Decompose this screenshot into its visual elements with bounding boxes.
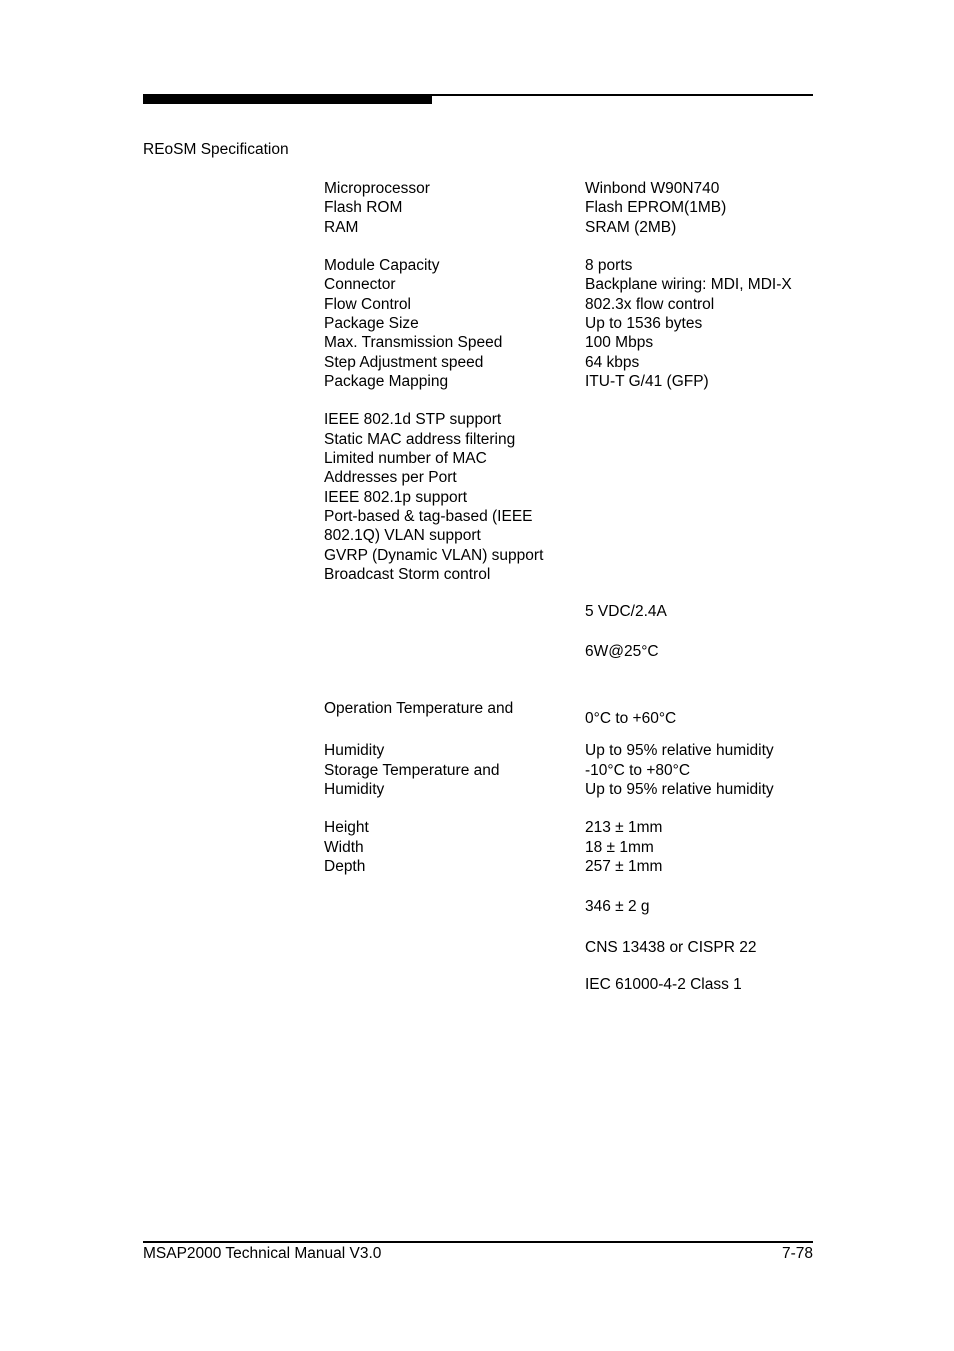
spec-row xyxy=(324,741,884,760)
spec-label: Humidity xyxy=(324,780,385,798)
spec-value: Winbond W90N740 xyxy=(585,180,720,197)
section-title: REoSM Specification xyxy=(143,141,289,158)
spec-value: ITU-T G/41 (GFP) xyxy=(585,372,709,390)
spec-label: Storage Temperature and xyxy=(324,761,500,779)
spec-value: 100 Mbps xyxy=(585,334,654,352)
spec-value: 213 ± 1mm xyxy=(585,819,663,837)
spec-label: RAM xyxy=(324,218,359,236)
spec-group-operation-temperature xyxy=(324,699,884,727)
spec-label: GVRP (Dynamic VLAN) support xyxy=(324,546,544,564)
spec-label: Flash ROM xyxy=(324,199,403,217)
footer-rule xyxy=(143,1241,813,1243)
spec-row xyxy=(324,468,884,487)
spec-value: 18 ± 1mm xyxy=(585,838,654,856)
spec-value: 346 ± 2 g xyxy=(585,898,650,916)
spec-label: IEEE 802.1p support xyxy=(324,488,468,506)
spec-value: Backplane wiring: MDI, MDI-X xyxy=(585,276,792,294)
spec-group-dimensions xyxy=(324,818,884,876)
spec-row xyxy=(324,275,884,294)
spec-row xyxy=(324,488,884,507)
spec-row xyxy=(324,938,884,957)
spec-value: Up to 1536 bytes xyxy=(585,314,703,332)
spec-label: Addresses per Port xyxy=(324,469,457,487)
header-bar xyxy=(143,96,432,104)
spec-value: -10°C to +80°C xyxy=(585,761,691,779)
spec-table xyxy=(324,179,884,994)
spec-row xyxy=(324,507,884,526)
spec-row xyxy=(324,449,884,468)
spec-group-consumption xyxy=(324,642,884,661)
spec-row xyxy=(324,526,884,545)
spec-value: 0°C to +60°C xyxy=(585,709,677,727)
spec-row xyxy=(324,546,884,565)
spec-value: CNS 13438 or CISPR 22 xyxy=(585,938,757,956)
spec-row xyxy=(324,699,884,727)
spec-group-interface xyxy=(324,256,884,391)
spec-row xyxy=(324,642,884,661)
spec-row xyxy=(324,818,884,837)
spec-row xyxy=(324,218,884,237)
spec-value: Up to 95% relative humidity xyxy=(585,780,774,798)
spec-label: Width xyxy=(324,838,364,856)
spec-value: 5 VDC/2.4A xyxy=(585,603,667,621)
spec-label: Humidity xyxy=(324,742,385,760)
spec-group-humidity xyxy=(324,741,884,799)
footer-page-number: 7-78 xyxy=(781,1245,813,1262)
spec-label: Package Size xyxy=(324,314,419,332)
spec-label: Height xyxy=(324,819,369,837)
spec-label: Static MAC address filtering xyxy=(324,430,516,448)
spec-value: 257 ± 1mm xyxy=(585,857,663,875)
spec-label: Broadcast Storm control xyxy=(324,565,491,583)
spec-value: 6W@25°C xyxy=(585,642,659,660)
spec-row xyxy=(324,565,884,584)
spec-row xyxy=(324,838,884,857)
spec-value: SRAM (2MB) xyxy=(585,218,677,236)
spec-label: Connector xyxy=(324,276,396,294)
spec-value: 8 ports xyxy=(585,256,633,274)
spec-label: Depth xyxy=(324,857,366,875)
spec-label: Package Mapping xyxy=(324,372,449,390)
spec-row xyxy=(324,256,884,275)
spec-row xyxy=(324,295,884,314)
spec-group-weight xyxy=(324,897,884,916)
spec-label: Limited number of MAC xyxy=(324,449,487,467)
spec-value: IEC 61000-4-2 Class 1 xyxy=(585,975,742,993)
spec-group-esd xyxy=(324,975,884,994)
spec-row xyxy=(324,410,884,429)
spec-row xyxy=(324,897,884,916)
spec-label: Port-based & tag-based (IEEE xyxy=(324,507,533,525)
spec-label: IEEE 802.1d STP support xyxy=(324,411,502,429)
spec-label: 802.1Q) VLAN support xyxy=(324,527,481,545)
spec-group-power xyxy=(324,602,884,621)
spec-row xyxy=(324,430,884,449)
spec-row xyxy=(324,780,884,799)
footer-manual-title: MSAP2000 Technical Manual V3.0 xyxy=(143,1245,382,1262)
spec-row xyxy=(324,372,884,391)
spec-row xyxy=(324,975,884,994)
spec-label: Step Adjustment speed xyxy=(324,353,484,371)
spec-label: Microprocessor xyxy=(324,180,430,197)
spec-group-features xyxy=(324,410,884,584)
spec-group-processor xyxy=(324,179,884,237)
spec-value: 64 kbps xyxy=(585,353,640,371)
spec-row xyxy=(324,179,884,198)
spec-label: Max. Transmission Speed xyxy=(324,334,503,352)
footer xyxy=(143,1244,813,1263)
spec-group-emc xyxy=(324,938,884,957)
spec-label: Flow Control xyxy=(324,295,411,313)
spec-value: Flash EPROM(1MB) xyxy=(585,199,727,217)
spec-row xyxy=(324,333,884,352)
spec-row xyxy=(324,198,884,217)
spec-value: 802.3x flow control xyxy=(585,295,715,313)
spec-row xyxy=(324,314,884,333)
spec-value: Up to 95% relative humidity xyxy=(585,742,774,760)
spec-label: Operation Temperature and xyxy=(324,699,514,717)
spec-label: Module Capacity xyxy=(324,256,440,274)
spec-row xyxy=(324,761,884,780)
spec-row xyxy=(324,602,884,621)
spec-row xyxy=(324,353,884,372)
spec-row xyxy=(324,857,884,876)
